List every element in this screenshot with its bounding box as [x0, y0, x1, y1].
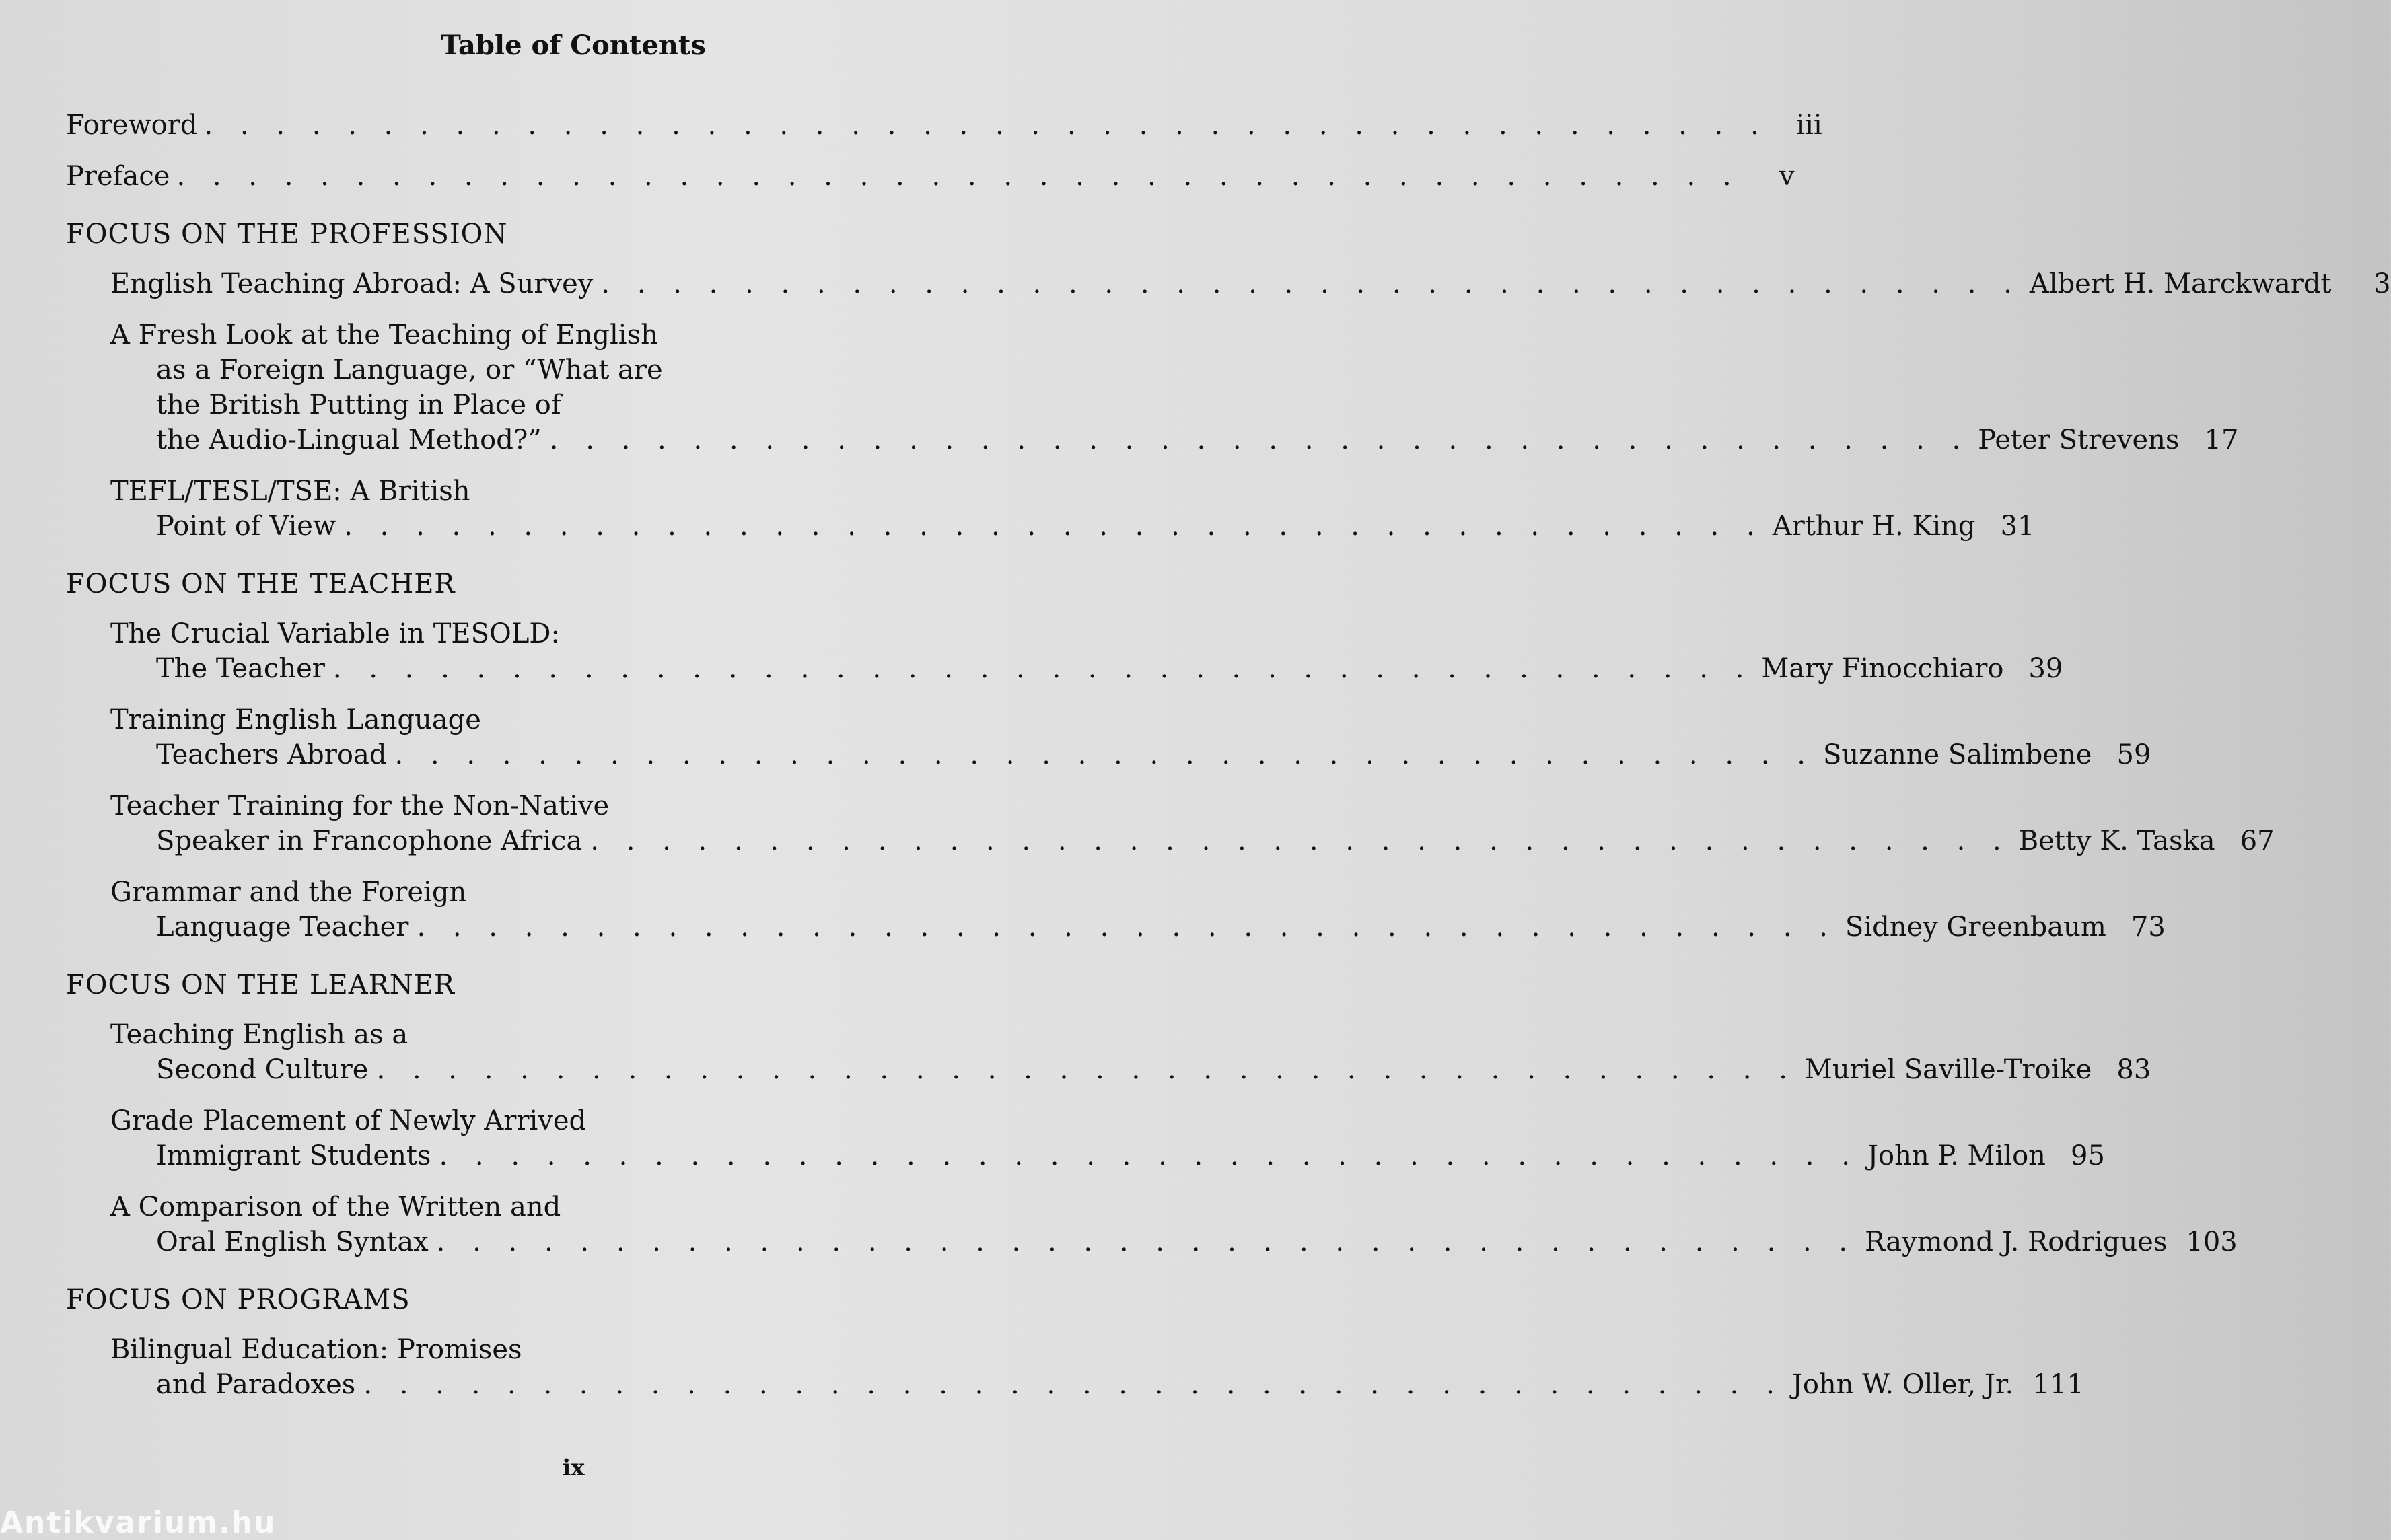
watermark-logo: Antikvarium.hu — [0, 1506, 277, 1540]
article-author: Arthur H. King — [1772, 511, 1976, 542]
article-title-line: Speaker in Francophone Africa — [156, 826, 583, 856]
article-title-line: Grade Placement of Newly Arrived — [110, 1105, 587, 1136]
article-title-line: Oral English Syntax — [156, 1226, 429, 1257]
article-title-line: Teacher Training for the Non-Native — [110, 791, 610, 821]
article-final-line — [156, 737, 2151, 772]
article-author: Betty K. Taska — [2018, 826, 2215, 856]
dot-leader: . . . . . . . . . . . . . . . . . . . . . . . . . . . . . . . . . . . . . . . . — [549, 425, 1970, 455]
page-number: 67 — [2240, 826, 2275, 856]
dot-leader: . . . . . . . . . . . . . . . . . . . . . . . . . . . . . . . . . . . . . . . . — [439, 1140, 1859, 1171]
section-heading: FOCUS ON THE LEARNER — [66, 969, 456, 1000]
page-number: 103 — [2186, 1226, 2238, 1257]
dot-leader: . . . . . . . . . . . . . . . . . . . . . . . . . . . . . . . . . . . . . . . . — [332, 653, 1754, 684]
article-title-line: the Audio-Lingual Method?” — [156, 425, 542, 455]
article-title-line: The Teacher — [156, 653, 325, 684]
dot-leader: . . . . . . . . . . . . . . . . . . . . . . . . . . . . . . . . . . . . . . . . — [436, 1226, 1857, 1257]
page-number: v — [1779, 161, 1795, 192]
article-title-line: A Fresh Look at the Teaching of English — [110, 320, 658, 351]
page-number: 73 — [2131, 912, 2166, 943]
page-title: Table of Contents — [441, 30, 706, 61]
page-number: 83 — [2116, 1054, 2151, 1085]
page-number: 95 — [2071, 1140, 2105, 1171]
section-heading: FOCUS ON THE TEACHER — [66, 569, 456, 599]
article-title-line: Immigrant Students — [156, 1140, 431, 1171]
dot-leader: . . . . . . . . . . . . . . . . . . . . . . . . . . . . . . . . . . . . . . . . . . . . — [176, 161, 1741, 192]
page-number: 31 — [2000, 511, 2035, 542]
article-author: Albert H. Marckwardt — [2029, 268, 2332, 299]
article-title-line: and Paradoxes — [156, 1369, 356, 1400]
page-number: 3 — [2374, 268, 2391, 299]
dot-leader: . . . . . . . . . . . . . . . . . . . . . . . . . . . . . . . . . . . . . . . . . . . . — [204, 110, 1769, 141]
article-final-line — [110, 266, 2391, 301]
dot-leader: . . . . . . . . . . . . . . . . . . . . . . . . . . . . . . . . . . . . . . . . — [363, 1369, 1784, 1400]
entry-title: Foreword — [66, 110, 198, 141]
article-final-line — [156, 1052, 2151, 1087]
article-title-line: the British Putting in Place of — [156, 390, 561, 420]
dot-leader: . . . . . . . . . . . . . . . . . . . . . . . . . . . . . . . . . . . . . . . . — [394, 739, 1815, 770]
article-title-line: A Comparison of the Written and — [110, 1191, 561, 1222]
article-final-line — [156, 651, 2063, 686]
article-title-line: English Teaching Abroad: A Survey — [110, 268, 594, 299]
toc-entry-foreword — [66, 108, 1822, 143]
page-number: 39 — [2028, 653, 2063, 684]
toc-article — [110, 702, 2151, 772]
section-heading: FOCUS ON PROGRAMS — [66, 1284, 411, 1315]
toc — [66, 108, 2391, 1418]
article-author: John P. Milon — [1867, 1140, 2046, 1171]
article-author: Muriel Saville-Troike — [1804, 1054, 2092, 1085]
page-number: 17 — [2204, 425, 2239, 455]
article-title-line: Bilingual Education: Promises — [110, 1334, 522, 1365]
dot-leader: . . . . . . . . . . . . . . . . . . . . . . . . . . . . . . . . . . . . . . . . — [344, 511, 1764, 542]
toc-article — [110, 875, 2166, 945]
article-final-line — [156, 823, 2275, 858]
toc-article — [110, 789, 2275, 858]
article-author: John W. Oller, Jr. — [1791, 1369, 2014, 1400]
article-title-line: Second Culture — [156, 1054, 369, 1085]
toc-article — [110, 1017, 2151, 1087]
article-author: Suzanne Salimbene — [1822, 739, 2092, 770]
article-final-line — [156, 1138, 2105, 1173]
article-final-line — [156, 1224, 2238, 1259]
article-author: Mary Finocchiaro — [1761, 653, 2004, 684]
toc-article — [110, 474, 2035, 544]
section-heading: FOCUS ON THE PROFESSION — [66, 219, 508, 250]
article-final-line — [156, 509, 2035, 544]
article-final-line — [156, 1367, 2084, 1402]
article-title-line: Language Teacher — [156, 912, 409, 943]
dot-leader: . . . . . . . . . . . . . . . . . . . . . . . . . . . . . . . . . . . . . . . . — [601, 268, 2022, 299]
entry-title: Preface — [66, 161, 170, 192]
article-title-line: The Crucial Variable in TESOLD: — [110, 618, 560, 649]
article-final-line — [156, 910, 2166, 945]
toc-article — [110, 266, 2391, 301]
article-title-line: as a Foreign Language, or “What are — [156, 355, 663, 386]
folio-page-number: ix — [562, 1455, 585, 1481]
article-title-line: Teaching English as a — [110, 1019, 408, 1050]
article-title-line: Point of View — [156, 511, 336, 542]
toc-article — [110, 1103, 2105, 1173]
article-author: Sidney Greenbaum — [1845, 912, 2106, 943]
dot-leader: . . . . . . . . . . . . . . . . . . . . . . . . . . . . . . . . . . . . . . . . — [376, 1054, 1797, 1085]
article-author: Peter Strevens — [1978, 425, 2180, 455]
dot-leader: . . . . . . . . . . . . . . . . . . . . . . . . . . . . . . . . . . . . . . . . — [417, 912, 1837, 943]
page-number: iii — [1796, 110, 1822, 141]
toc-article — [110, 1332, 2084, 1402]
page-number: 59 — [2116, 739, 2151, 770]
article-title-line: TEFL/TESL/TSE: A British — [110, 476, 470, 507]
dot-leader: . . . . . . . . . . . . . . . . . . . . . . . . . . . . . . . . . . . . . . . . — [590, 826, 2011, 856]
toc-article — [110, 318, 2239, 457]
article-title-line: Teachers Abroad — [156, 739, 387, 770]
toc-article — [110, 616, 2063, 686]
article-title-line: Grammar and the Foreign — [110, 877, 467, 908]
toc-article — [110, 1189, 2238, 1259]
article-title-line: Training English Language — [110, 704, 481, 735]
article-final-line — [156, 423, 2239, 457]
article-author: Raymond J. Rodrigues — [1865, 1226, 2168, 1257]
toc-entry-preface — [66, 159, 1795, 194]
sections — [66, 217, 2391, 1402]
page-number: 111 — [2032, 1369, 2084, 1400]
